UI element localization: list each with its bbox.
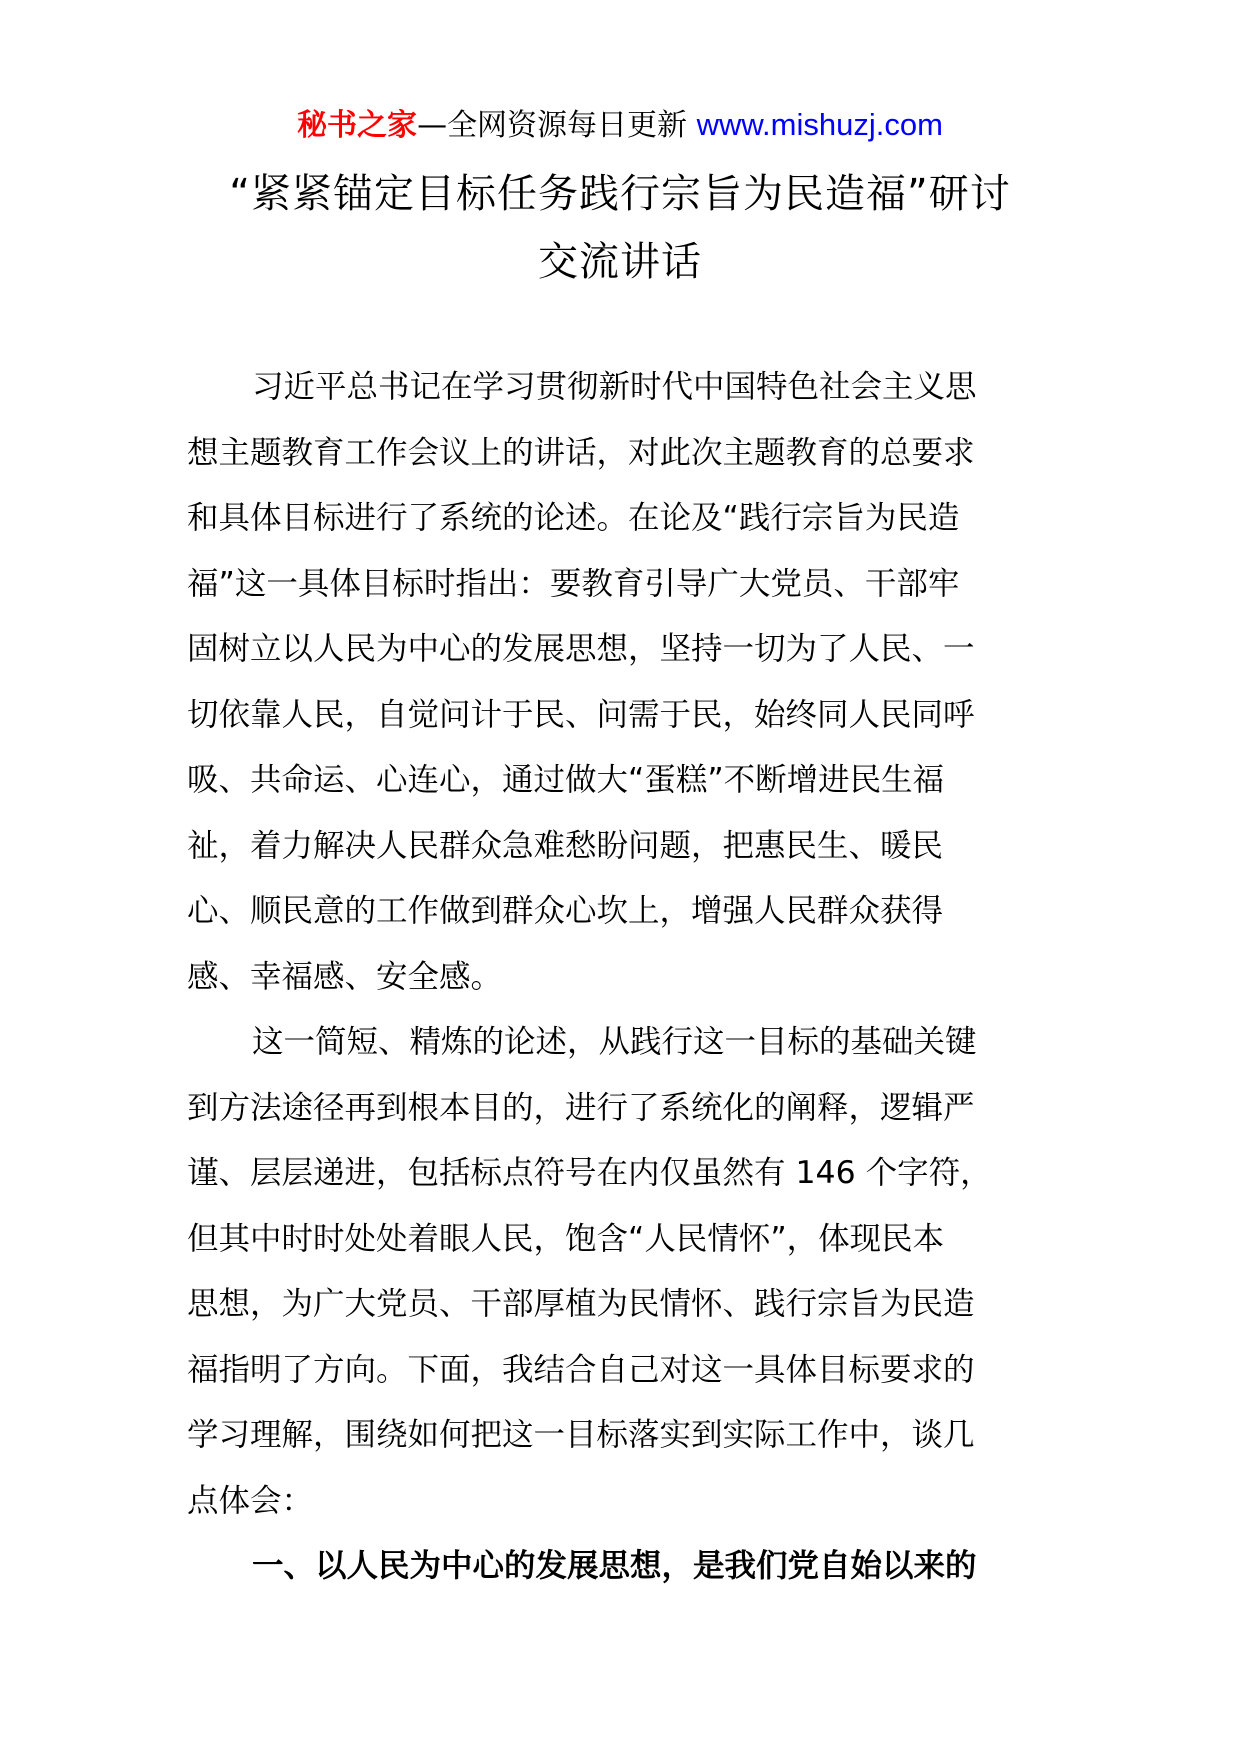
paragraph-line: 福指明了方向。下面，我结合自己对这一具体目标要求的 [187, 1351, 975, 1388]
paragraph-line: 谨、层层递进，包括标点符号在内仅虽然有 146 个字符， [187, 1155, 992, 1191]
paragraph-line: 学习理解，围绕如何把这一目标落实到实际工作中，谈几 [187, 1417, 975, 1453]
paragraph-line: 祉，着力解决人民群众急难愁盼问题，把惠民生、暖民 [187, 827, 944, 864]
paragraph-1 [187, 355, 1057, 1010]
title-line-1: “紧紧锚定目标任务践行宗旨为民造福”研讨 [229, 171, 1011, 217]
paragraph-line: 思想，为广大党员、干部厚植为民情怀、践行宗旨为民造 [187, 1286, 975, 1322]
paragraph-line: 切依靠人民，自觉问计于民、问需于民，始终同人民同呼 [187, 696, 975, 733]
paragraph-line: 点体会： [187, 1482, 314, 1519]
site-header [0, 103, 1240, 148]
title-line-2: 交流讲话 [538, 239, 702, 285]
paragraph-line: 这一简短、精炼的论述，从践行这一目标的基础关键 [252, 1024, 977, 1060]
paragraph-line: 感、幸福感、安全感。 [187, 958, 503, 995]
section-heading-block [187, 1534, 1057, 1600]
paragraph-line: 吸、共命运、心连心，通过做大“蛋糕”不断增进民生福 [187, 762, 945, 798]
document-title [140, 160, 1100, 296]
site-url-link[interactable]: www.mishuzj.com [696, 107, 943, 142]
paragraph-line: 福”这一具体目标时指出：要教育引导广大党员、干部牢 [187, 565, 960, 602]
paragraph-2 [187, 1010, 1057, 1534]
paragraph-line: 想主题教育工作会议上的讲话，对此次主题教育的总要求 [187, 434, 975, 471]
header-tagline: —全网资源每日更新 [417, 108, 697, 143]
brand-name: 秘书之家 [297, 108, 418, 143]
paragraph-line: 心、顺民意的工作做到群众心坎上，增强人民群众获得 [187, 893, 944, 929]
paragraph-line: 但其中时时处处着眼人民，饱含“人民情怀”，体现民本 [187, 1220, 945, 1257]
section-heading-1: 一、以人民为中心的发展思想，是我们党自始以来的 [252, 1548, 977, 1584]
paragraph-line: 和具体目标进行了系统的论述。在论及“践行宗旨为民造 [187, 500, 960, 536]
paragraph-line: 固树立以人民为中心的发展思想，坚持一切为了人民、一 [187, 631, 975, 667]
paragraph-line: 到方法途径再到根本目的，进行了系统化的阐释，逻辑严 [187, 1089, 975, 1126]
document-body [187, 355, 1057, 1600]
paragraph-line: 习近平总书记在学习贯彻新时代中国特色社会主义思 [252, 369, 977, 405]
